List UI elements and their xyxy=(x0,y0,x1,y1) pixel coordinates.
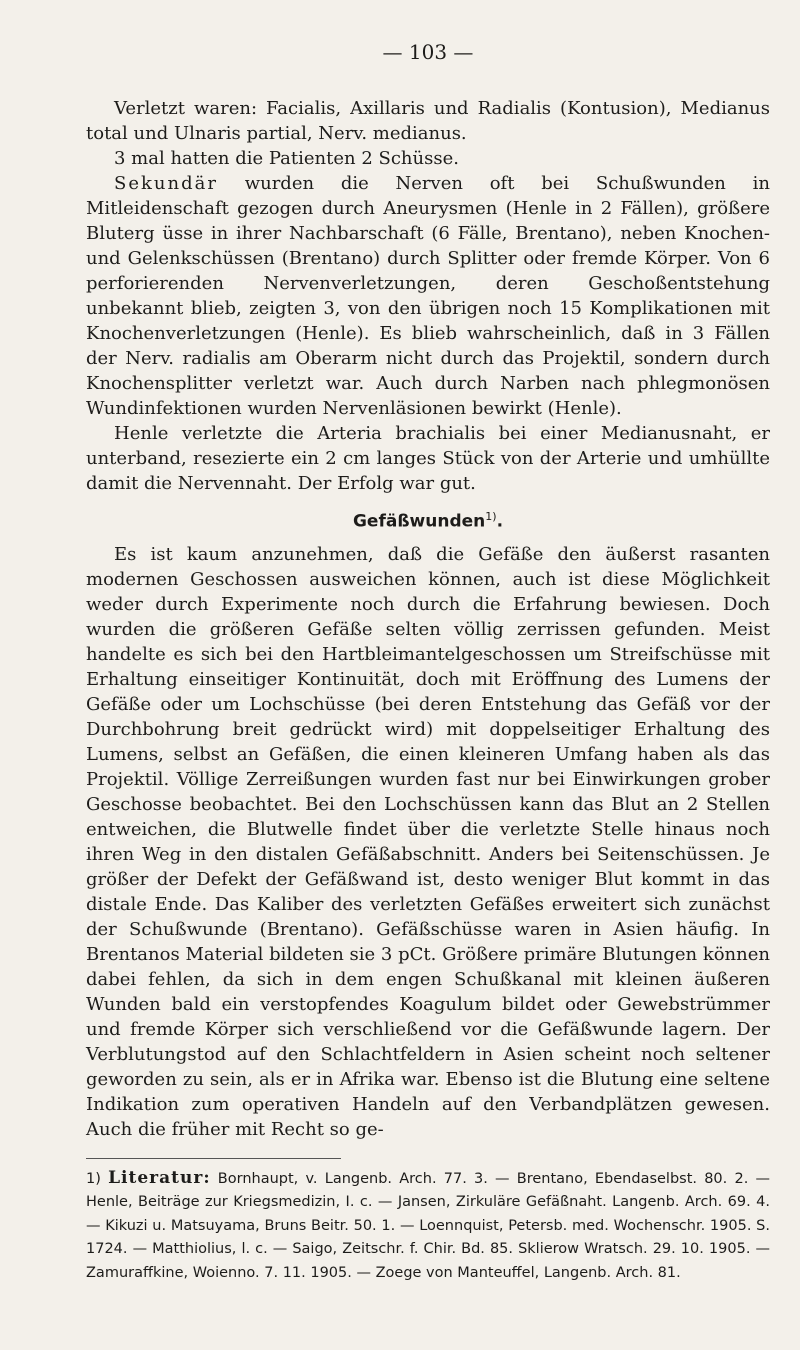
page-number: — 103 — xyxy=(382,40,474,64)
paragraph-two-shots: 3 mal hatten die Patienten 2 Schüsse. xyxy=(114,148,459,169)
footnote-mark: 1) xyxy=(86,1170,101,1187)
paragraph-henle: Henle verletzte die Arteria brachialis bei einer Medianusnaht, er unterband, resezierte ein 2 cm langes Stück von der Arterie und umhüllte damit die Nervennaht. Der Erfolg war gut. xyxy=(86,423,770,494)
heading-footnote-mark: 1) xyxy=(485,510,497,523)
paragraph-secondary-text: wurden die Nerven oft bei Schußwunden in Mitleidenschaft gezogen durch Aneurysmen (Henle in 2 Fällen), größere Bluterg üsse in ihrer Nachbarschaft (6 Fälle, Brentano), neben Knochen- und Gelenkschüssen (Brentano) durch Splitter oder fremde Körper. Von 6 perforierenden Nervenverletzungen, deren Geschoßentstehung unbekannt blieb, zeigten 3, von den übrigen noch 15 Komplikationen mit Knochenverletzungen (Henle). Es blieb wahrscheinlich, daß in 3 Fällen der Nerv. radialis am Oberarm nicht durch das Projektil, sondern durch Knochensplitter verletzt war. Auch durch Narben nach phlegmonösen Wundinfektionen wurden Nervenläsionen bewirkt (Henle). xyxy=(86,173,770,419)
paragraph-injured-nerves: Verletzt waren: Facialis, Axillaris und Radialis (Kontusion), Medianus total und Ulnaris partial, Nerv. medianus. xyxy=(86,98,770,144)
paragraph-vessel-wounds: Es ist kaum anzunehmen, daß die Gefäße den äußerst rasanten modernen Geschossen ausweichen können, auch ist diese Möglichkeit weder durch Experimente noch durch die Erfahrung bewiesen. Doch wurden die größeren Gefäße selten völlig zerrissen gefunden. Meist handelte es sich bei den Hartbleimantelgeschossen um Streifschüsse mit Erhaltung einseitiger Kontinuität, doch mit Eröffnung des Lumens der Gefäße oder um Lochschüsse (bei deren Entstehung das Gefäß vor der Durchbohrung breit gedrückt wird) mit doppelseitiger Erhaltung des Lumens, selbst an Gefäßen, die einen kleineren Umfang haben als das Projektil. Völlige Zerreißungen wurden fast nur bei Einwirkungen grober Geschosse beobachtet. Bei den Lochschüssen kann das Blut an 2 Stellen entweichen, die Blutwelle findet über die verletzte Stelle hinaus noch ihren Weg in den distalen Gefäßabschnitt. Anders bei Seitenschüssen. Je größer der Defekt der Gefäßwand ist, desto weniger Blut kommt in das distale Ende. Das Kaliber des verletzten Gefäßes erweitert sich zunächst der Schußwunde (Brentano). Gefäßschüsse waren in Asien häufig. In Brentanos Material bildeten sie 3 pCt. Größere primäre Blutungen können dabei fehlen, da sich in dem engen Schußkanal mit kleinen äußeren Wunden bald ein verstopfendes Koagulum bildet oder Gewebstrümmer und fremde Körper sich verschließend vor die Gefäßwunde lagern. Der Verblutungstod auf den Schlachtfeldern in Asien scheint noch seltener geworden zu sein, als er in Afrika war. Ebenso ist die Blutung eine seltene Indikation zum operativen Handeln auf den Verbandplätzen gewesen. Auch die früher mit Recht so ge- xyxy=(86,543,770,1140)
section-heading: Gefäßwunden$^{1)}$. xyxy=(352,510,504,532)
paragraph-secondary xyxy=(86,171,770,421)
paragraph-lead-word: Sekundär xyxy=(114,173,218,194)
footnote-label: Literatur: xyxy=(108,1167,211,1188)
footnote xyxy=(86,1167,770,1286)
footnote-text: Bornhaupt, v. Langenb. Arch. 77. 3. — Brentano, Ebendaselbst. 80. 2. — Henle, Beiträge zur Kriegsmedizin, I. c. — Jansen, Zirkuläre Gefäßnaht. Langenb. Arch. 69. 4. — Kikuzi u. Matsuyama, Bruns Beitr. 50. 1. — Loennquist, Petersb. med. Wochenschr. 1905. S. 1724. — Matthiolius, l. c. — Saigo, Zeitschr. f. Chir. Bd. 85. Sklierow Wratsch. 29. 10. 1905. — Zamuraffkine, Woienno. 7. 11. 1905. — Zoege von Manteuffel, Langenb. Arch. 81. xyxy=(86,1170,770,1281)
main-text xyxy=(86,96,770,1285)
section-heading-text: Gefäßwunden xyxy=(352,511,486,532)
book-page xyxy=(86,0,770,1350)
footnote-divider xyxy=(86,1158,341,1159)
